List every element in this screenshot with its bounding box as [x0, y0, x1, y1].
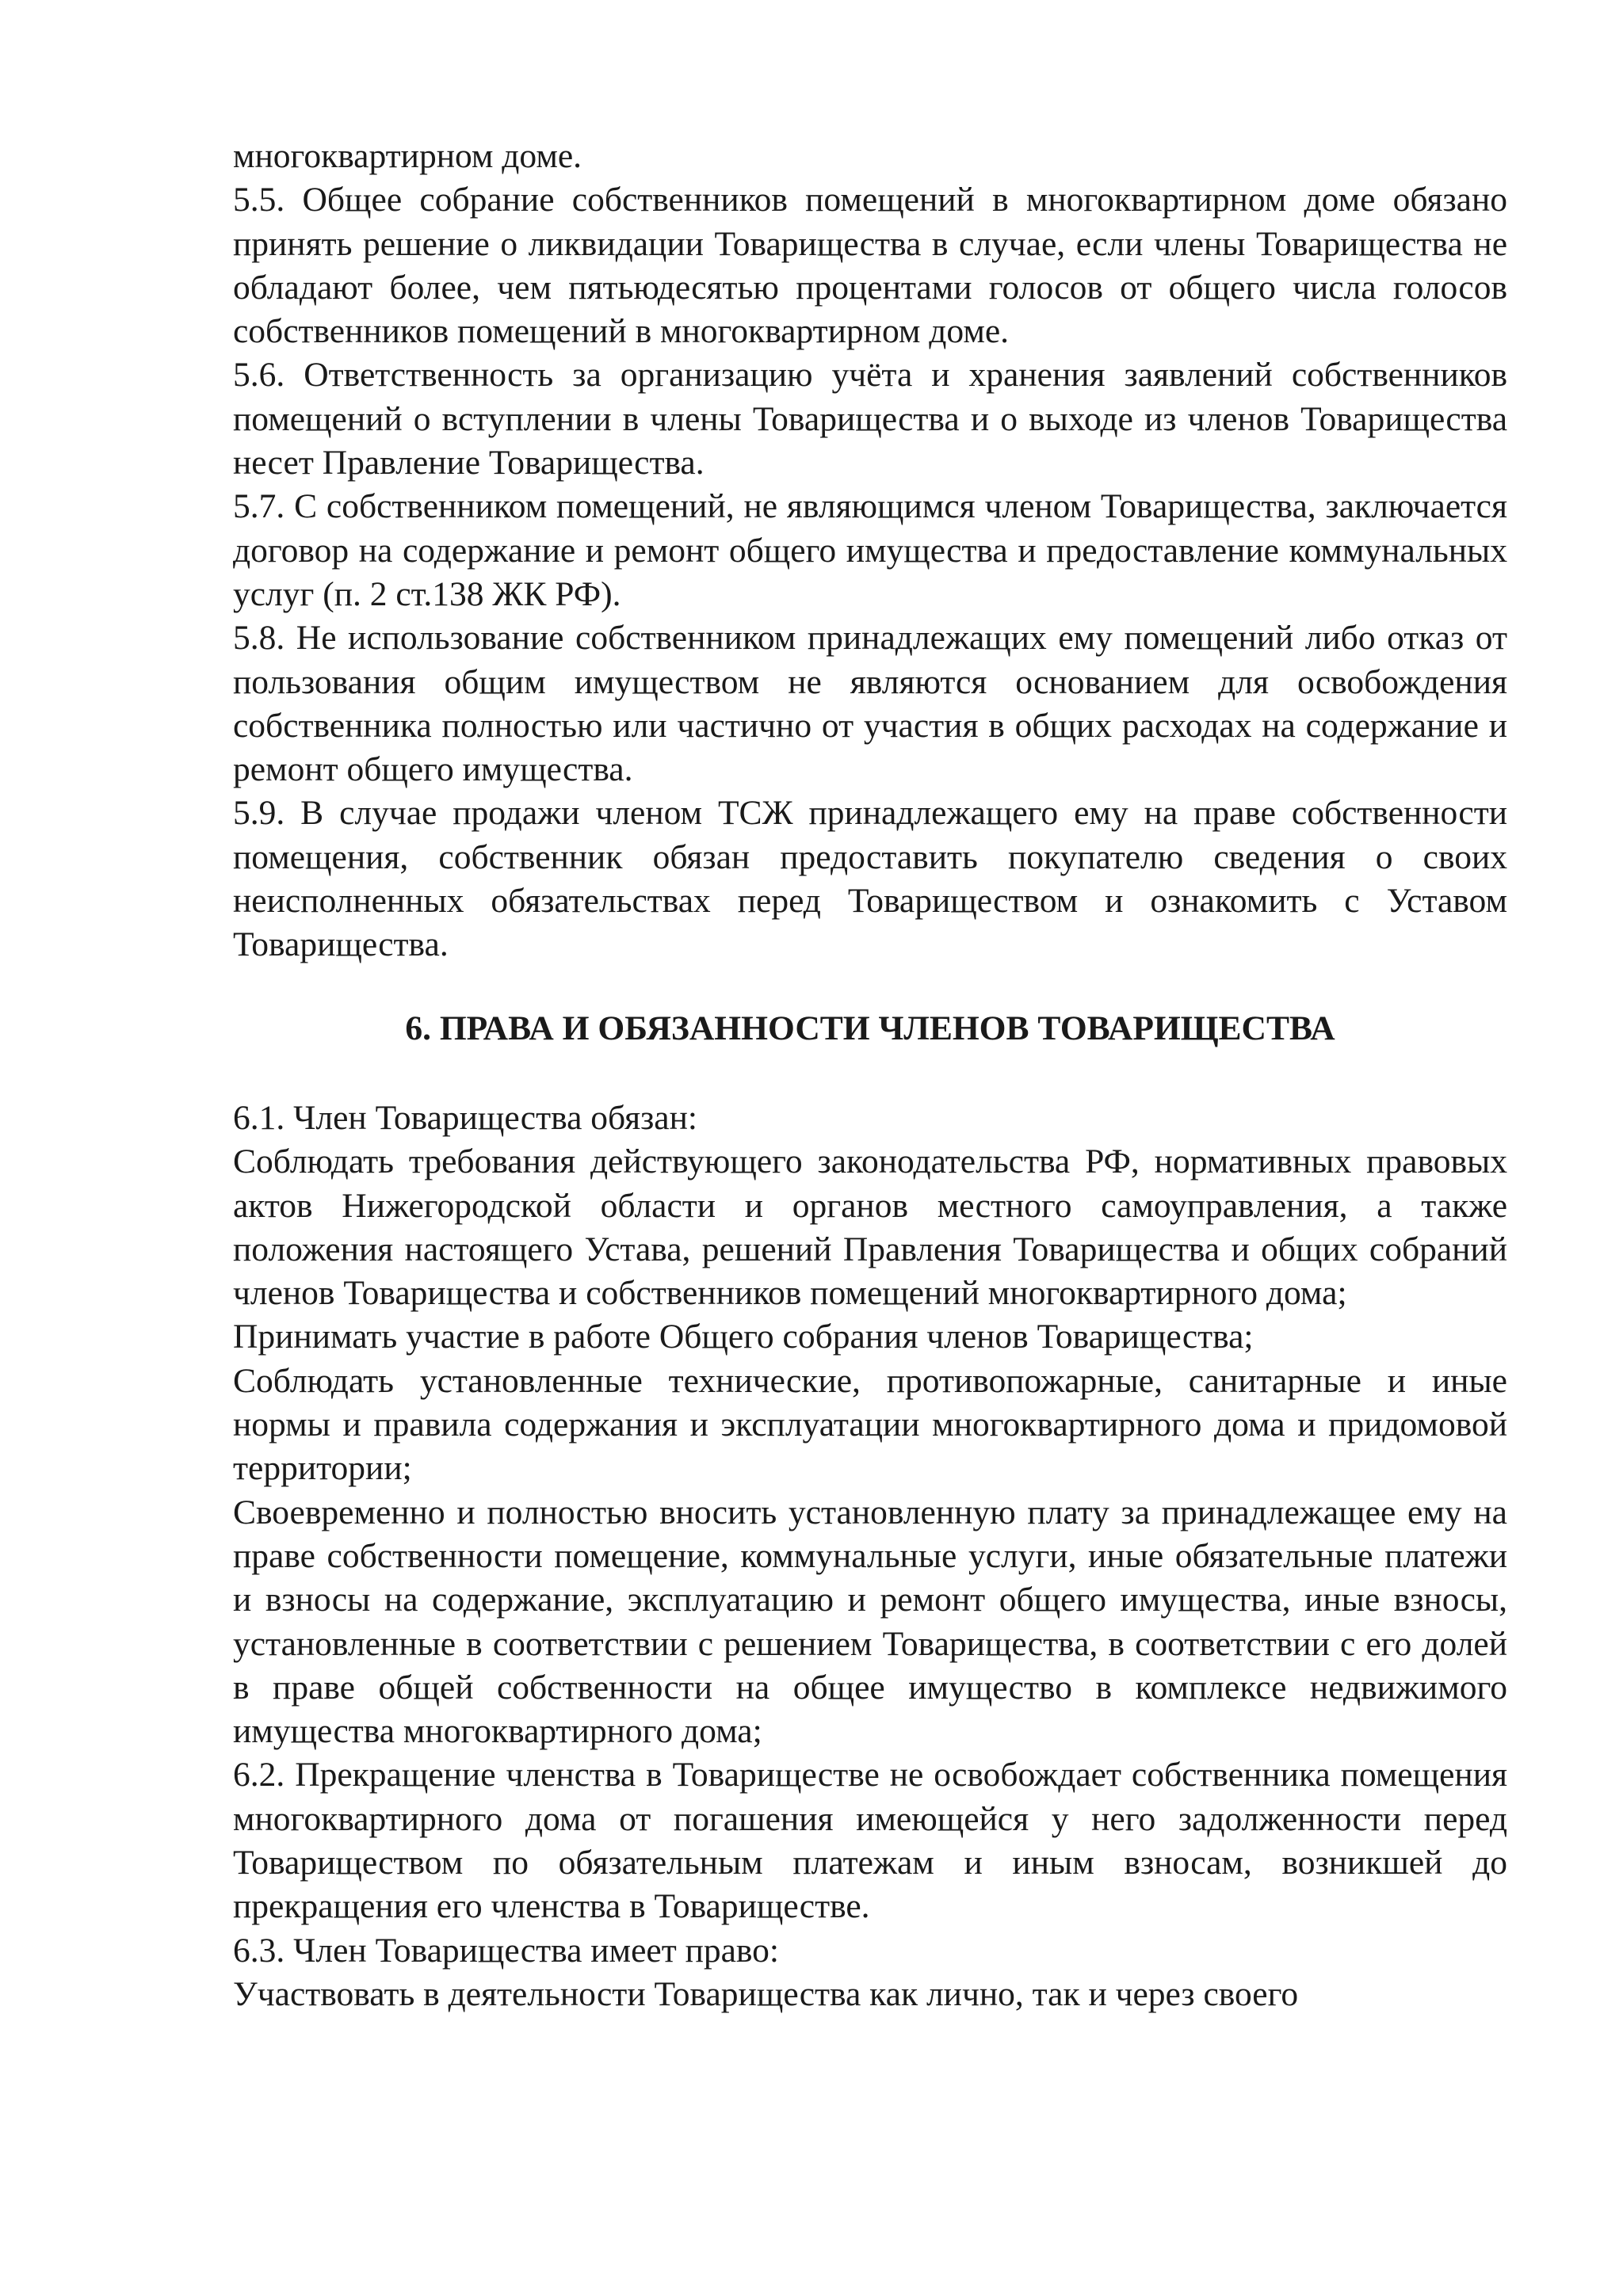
spacer — [233, 1051, 1507, 1097]
list-item-participate-meeting: Принимать участие в работе Общего собрания членов Товарищества; — [233, 1318, 1254, 1356]
section-heading: 6. ПРАВА И ОБЯЗАННОСТИ ЧЛЕНОВ ТОВАРИЩЕСТВА — [405, 1009, 1335, 1047]
document-body — [233, 135, 1507, 2016]
paragraph-continuation: многоквартирном доме. — [233, 137, 582, 175]
clause-5-9: 5.9. В случае продажи членом ТСЖ принадлежащего ему на праве собственности помещения, собственник обязан предоставить покупателю сведения о своих неисполненных обязательствах перед Товариществом и ознакомить с Уставом Товарищества. — [233, 794, 1507, 964]
clause-5-8: 5.8. Не использование собственником принадлежащих ему помещений либо отказ от пользования общим имуществом не являются основанием для освобождения собственника полностью или частично от участия в общих расходах на содержание и ремонт общего имущества. — [233, 619, 1507, 789]
list-item-comply-legislation: Соблюдать требования действующего законодательства РФ, нормативных правовых актов Нижегородской области и органов местного самоуправления, а также положения настоящего Устава, решений Правления Товарищества и общих собраний членов Товарищества и собственников помещений многоквартирного дома; — [233, 1142, 1507, 1313]
clause-6-3: 6.3. Член Товарищества имеет право: — [233, 1931, 779, 1970]
clause-6-2: 6.2. Прекращение членства в Товариществе не освобождает собственника помещения многоквартирного дома от погашения имеющейся у него задолженности перед Товариществом по обязательным платежам и иным взносам, возникшей до прекращения его членства в Товариществе. — [233, 1756, 1507, 1926]
clause-5-7: 5.7. С собственником помещений, не являющимся членом Товарищества, заключается договор на содержание и ремонт общего имущества и предоставление коммунальных услуг (п. 2 ст.138 ЖК РФ). — [233, 487, 1507, 613]
clause-5-6: 5.6. Ответственность за организацию учёта и хранения заявлений собственников помещений о вступлении в члены Товарищества и о выходе из членов Товарищества несет Правление Товарищества. — [233, 356, 1507, 482]
list-item-participate-activity: Участвовать в деятельности Товарищества как лично, так и через своего — [233, 1974, 1299, 2013]
clause-5-5: 5.5. Общее собрание собственников помещений в многоквартирном доме обязано принять решение о ликвидации Товарищества в случае, если члены Товарищества не обладают более, чем пятьюдесятью процентами голосов от общего числа голосов собственников помещений в многоквартирном доме. — [233, 181, 1507, 351]
clause-6-1: 6.1. Член Товарищества обязан: — [233, 1098, 697, 1137]
list-item-comply-norms: Соблюдать установленные технические, противопожарные, санитарные и иные нормы и правила содержания и эксплуатации многоквартирного дома и придомовой территории; — [233, 1361, 1507, 1488]
list-item-pay-fees: Своевременно и полностью вносить установленную плату за принадлежащее ему на праве собственности помещение, коммунальные услуги, иные обязательные платежи и взносы на содержание, эксплуатацию и ремонт общего имущества, иные взносы, установленные в соответствии с решением Товарищества, в соответствии с его долей в праве общей собственности на общее имущество в комплексе недвижимого имущества многоквартирного дома; — [233, 1493, 1507, 1751]
spacer — [233, 967, 1507, 1007]
